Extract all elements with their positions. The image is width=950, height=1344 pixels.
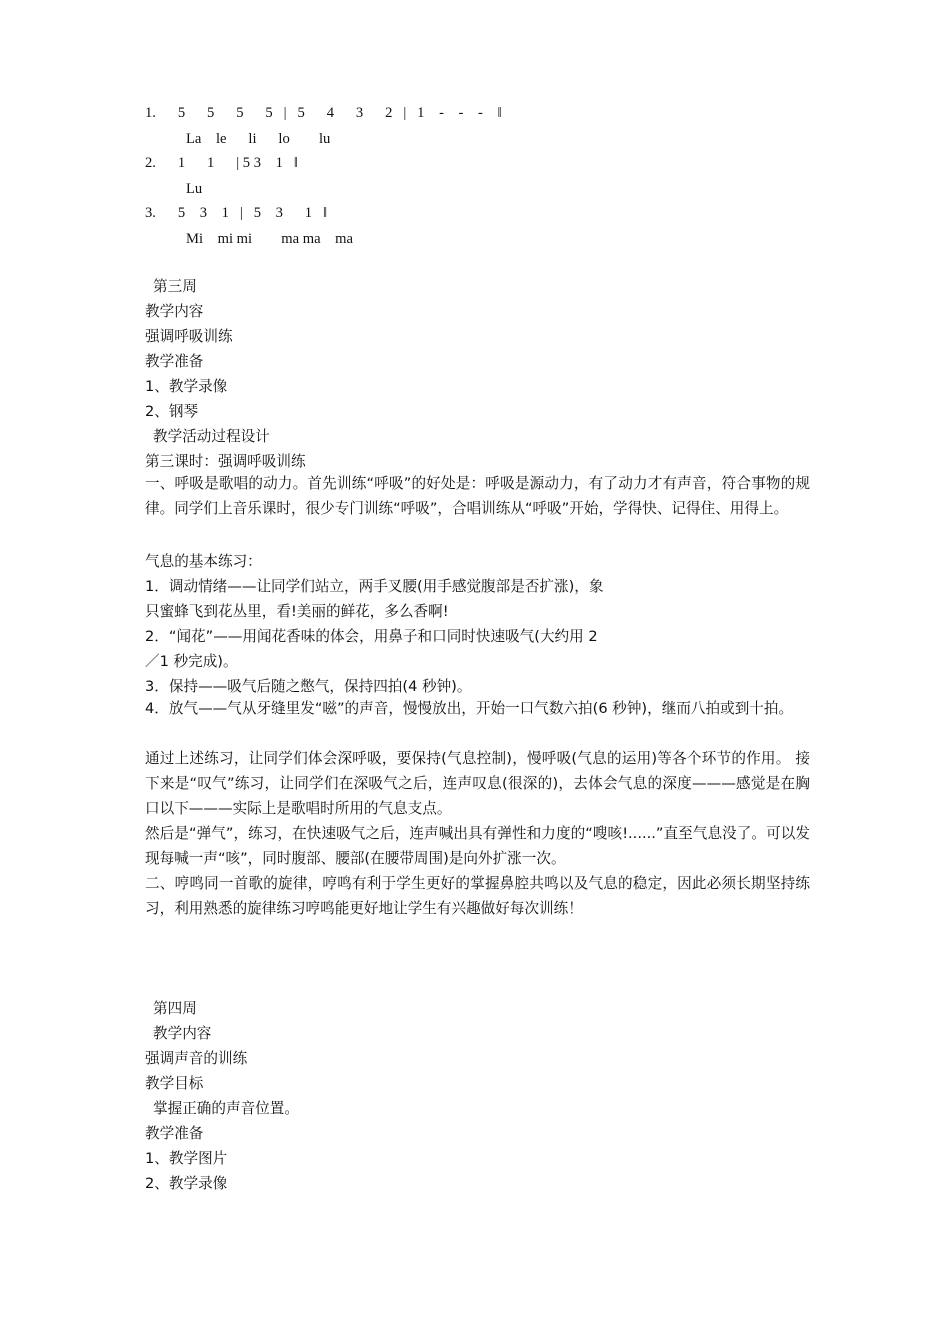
exercise-3-number: 3. bbox=[145, 205, 156, 221]
week3-prep-item-1: 1、教学录像 bbox=[145, 378, 228, 395]
week3-content-label: 教学内容 bbox=[145, 303, 204, 320]
week3-prep-label: 教学准备 bbox=[145, 353, 204, 370]
exercise-1-number: 1. bbox=[145, 105, 156, 121]
week3-summary-paragraph: 通过上述练习，让同学们体会深呼吸，要保持(气息控制)，慢呼吸(气息的运用)等各个环节的作用。 接下来是“叹气”练习，让同学们在深吸气之后，连声叹息(很深的)，去体会气息的深度———感觉是在胸口以下———实际上是歌唱时所用的气息支点。 bbox=[145, 750, 810, 817]
week3-step-2b: ／1 秒完成)。 bbox=[145, 653, 238, 670]
week3-humming-paragraph: 二、哼鸣同一首歌的旋律，哼鸣有利于学生更好的掌握鼻腔共鸣以及气息的稳定，因此必须长期坚持练习，利用熟悉的旋律练习哼鸣能更好地让学生有兴趣做好每次训练！ bbox=[145, 875, 810, 917]
week4-prep-item-1: 1、教学图片 bbox=[145, 1150, 228, 1167]
exercise-3-lyrics: Mi mi mi ma ma ma bbox=[186, 231, 354, 247]
week3-heading: 第三周 bbox=[153, 278, 197, 295]
exercise-2-lyrics: Lu bbox=[186, 181, 203, 197]
week3-step-1a: 1．调动情绪——让同学们站立，两手叉腰(用手感觉腹部是否扩涨)，象 bbox=[145, 578, 604, 595]
week4-prep-label: 教学准备 bbox=[145, 1125, 204, 1142]
exercise-2-number: 2. bbox=[145, 155, 156, 171]
week4-goal-label: 教学目标 bbox=[145, 1075, 204, 1092]
week3-lesson-title: 第三课时：强调呼吸训练 bbox=[145, 453, 306, 470]
week4-goal: 掌握正确的声音位置。 bbox=[153, 1100, 299, 1117]
exercise-2-notation bbox=[145, 154, 298, 172]
exercise-1-notation bbox=[145, 104, 502, 122]
week3-basic-label: 气息的基本练习： bbox=[145, 553, 262, 570]
week3-step-1b: 只蜜蜂飞到花丛里，看!美丽的鲜花，多么香啊! bbox=[145, 603, 449, 620]
week4-heading: 第四周 bbox=[153, 1000, 197, 1017]
week3-step-4: 4．放气——气从牙缝里发“嗞”的声音，慢慢放出，开始一口气数六拍(6 秒钟)，继而八拍或到十拍。 bbox=[145, 700, 794, 717]
week3-step-3: 3．保持——吸气后随之憋气，保持四拍(4 秒钟)。 bbox=[145, 678, 472, 695]
week3-step-2a: 2．“闻花”——用闻花香味的体会，用鼻子和口同时快速吸气(大约用 2 bbox=[145, 628, 598, 645]
week3-bounce-paragraph: 然后是“弹气”，练习，在快速吸气之后，连声喊出具有弹性和力度的“嗖咳!......”直至气息没了。可以发现每喊一声“咳”，同时腹部、腰部(在腰带周围)是向外扩涨一次。 bbox=[145, 825, 810, 867]
exercise-3-notes: 5 3 1 | 5 3 1 ‖ bbox=[177, 205, 328, 221]
exercise-2-notes: 1 1 | 5 3 1 ‖ bbox=[177, 155, 298, 171]
week3-intro-paragraph: 一、呼吸是歌唱的动力。首先训练“呼吸”的好处是：呼吸是源动力，有了动力才有声音，符合事物的规律。同学们上音乐课时，很少专门训练“呼吸”，合唱训练从“呼吸”开始，学得快、记得住、用得上。 bbox=[145, 475, 810, 517]
exercise-1-notes: 5 5 5 5 | 5 4 3 2 | 1 - - - ‖ bbox=[177, 105, 502, 121]
week3-design-label: 教学活动过程设计 bbox=[153, 428, 270, 445]
week4-content-label: 教学内容 bbox=[153, 1025, 212, 1042]
week3-prep-item-2: 2、钢琴 bbox=[145, 403, 199, 420]
week3-content: 强调呼吸训练 bbox=[145, 328, 233, 345]
week4-content: 强调声音的训练 bbox=[145, 1050, 248, 1067]
exercise-1-lyrics: La le li lo lu bbox=[186, 131, 331, 147]
exercise-3-notation bbox=[145, 204, 327, 222]
week4-prep-item-2: 2、教学录像 bbox=[145, 1175, 228, 1192]
